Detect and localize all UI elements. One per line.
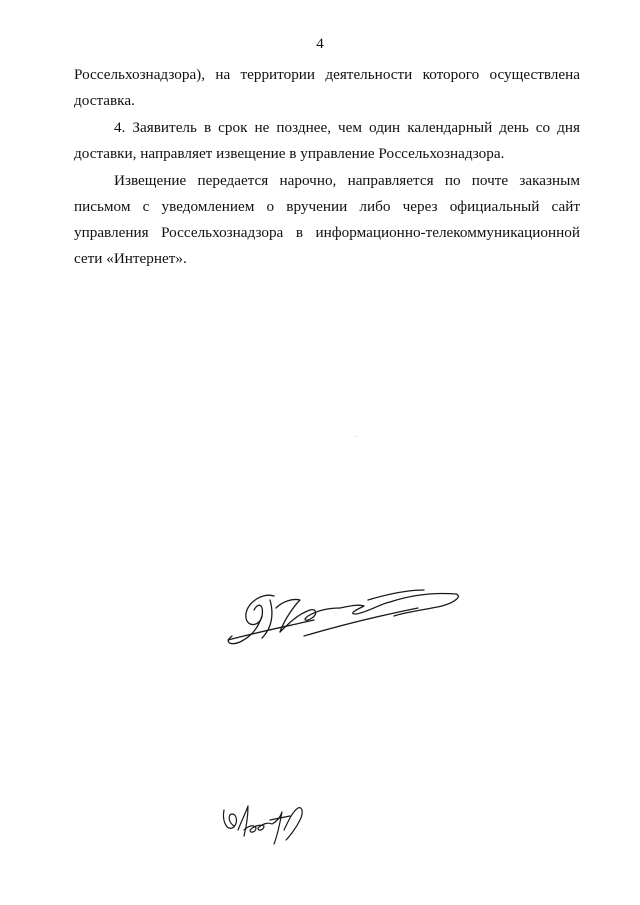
document-body [74, 62, 580, 273]
page-number: 4 [316, 36, 324, 52]
paragraph-item-4: 4. Заявитель в срок не позднее, чем один календарный день со дня доставки, направляет извещение в управление Россельхознадзора. [74, 119, 580, 162]
paragraph-notice-delivery: Извещение передается нарочно, направляется по почте заказным письмом с уведомлением о вручении либо через официальный сайт управления Россельхознадзора в информационно-телекоммуникационной сети «Интернет». [74, 172, 580, 267]
paragraph-continuation: Россельхознадзора), на территории деятельности которого осуществлена доставка. [74, 66, 580, 109]
signature-initials [220, 800, 310, 850]
signature-main [218, 580, 468, 655]
scan-speck [356, 436, 357, 437]
